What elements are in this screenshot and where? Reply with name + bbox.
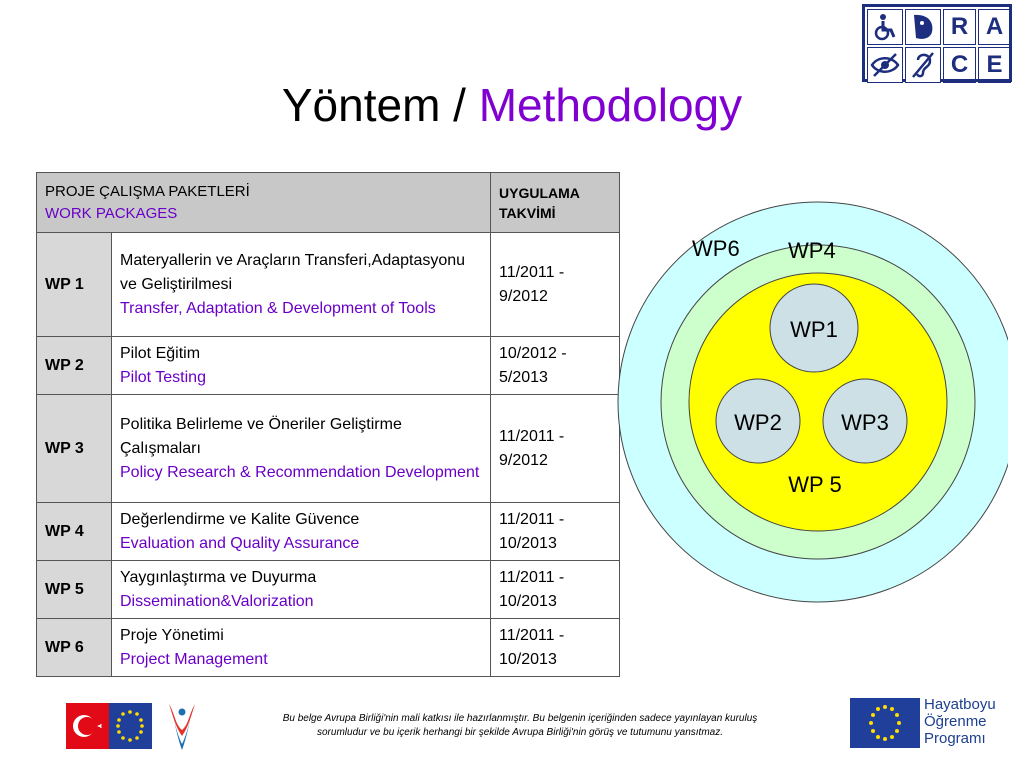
table-row — [37, 503, 620, 561]
page-title — [0, 78, 1024, 132]
row-date: 11/2011 - 10/2013 — [491, 619, 620, 677]
row-tr: Materyallerin ve Araçların Transferi,Adaptasyonu ve Geliştirilmesi — [120, 251, 466, 293]
row-en: Dissemination&Valorization — [120, 592, 314, 610]
row-en: Policy Research & Recommendation Development — [120, 463, 480, 481]
row-description — [112, 619, 491, 677]
race-letter-a: A — [978, 9, 1011, 45]
row-code: WP 2 — [37, 337, 112, 395]
row-tr: Proje Yönetimi — [120, 626, 224, 644]
row-tr: Politika Belirleme ve Öneriler Geliştirme Çalışmaları — [120, 415, 402, 457]
row-description — [112, 337, 491, 395]
row-date: 11/2011 - 10/2013 — [491, 561, 620, 619]
row-description — [112, 503, 491, 561]
label-wp3: WP3 — [841, 410, 889, 435]
program-line-3: Programı — [924, 730, 986, 747]
table-row — [37, 561, 620, 619]
table-row — [37, 619, 620, 677]
header-work-packages — [37, 173, 491, 233]
program-line-2: Öğrenme — [924, 713, 987, 730]
header-en: WORK PACKAGES — [45, 204, 178, 222]
race-letter-r: R — [943, 9, 976, 45]
row-code: WP 6 — [37, 619, 112, 677]
row-description — [112, 233, 491, 337]
disclaimer-line-1: Bu belge Avrupa Birliği'nin mali katkısı ile hazırlanmıştır. Bu belgenin içeriğinden sadece yayınlayan kuruluş — [282, 713, 758, 724]
row-date: 11/2011 - 9/2012 — [491, 395, 620, 503]
header-tr: PROJE ÇALIŞMA PAKETLERİ — [45, 182, 250, 200]
label-wp2: WP2 — [734, 410, 782, 435]
eu-flag-icon — [850, 698, 920, 748]
disclaimer-line-2: sorumludur ve bu içerik herhangi bir şekilde Avrupa Birliği'nin görüş ve tutumunu yansıtmaz. — [317, 727, 723, 738]
row-date: 10/2012 - 5/2013 — [491, 337, 620, 395]
row-date: 11/2011 - 9/2012 — [491, 233, 620, 337]
header-schedule: UYGULAMA TAKVİMİ — [491, 173, 620, 233]
label-wp5: WP 5 — [788, 472, 842, 497]
row-tr: Değerlendirme ve Kalite Güvence — [120, 510, 360, 528]
row-code: WP 1 — [37, 233, 112, 337]
national-agency-logo — [165, 700, 199, 752]
title-tr: Yöntem / — [281, 79, 479, 131]
row-en: Evaluation and Quality Assurance — [120, 534, 360, 552]
race-letter-c: C — [943, 47, 976, 83]
label-wp1: WP1 — [790, 317, 838, 342]
turkey-eu-flag-logo — [66, 703, 152, 749]
label-wp6: WP6 — [692, 236, 740, 261]
table-header-row — [37, 173, 620, 233]
row-en: Pilot Testing — [120, 368, 206, 386]
table-row — [37, 233, 620, 337]
table-row — [37, 337, 620, 395]
row-date: 11/2011 - 10/2013 — [491, 503, 620, 561]
program-line-1: Hayatboyu — [924, 696, 996, 713]
table-row — [37, 395, 620, 503]
label-wp4: WP4 — [788, 238, 836, 263]
race-logo — [862, 4, 1012, 82]
row-en: Project Management — [120, 650, 268, 668]
wheelchair-icon — [867, 9, 903, 45]
lifelong-learning-programme-logo — [924, 696, 996, 747]
row-tr: Pilot Eğitim — [120, 344, 201, 362]
row-code: WP 5 — [37, 561, 112, 619]
work-packages-table — [36, 172, 620, 677]
work-package-diagram — [608, 200, 1008, 632]
race-letter-e: E — [978, 47, 1011, 83]
row-description — [112, 561, 491, 619]
row-code: WP 3 — [37, 395, 112, 503]
row-code: WP 4 — [37, 503, 112, 561]
face-icon — [905, 9, 941, 45]
title-en: Methodology — [478, 79, 743, 131]
row-description — [112, 395, 491, 503]
row-tr: Yaygınlaştırma ve Duyurma — [120, 568, 317, 586]
eu-disclaimer — [240, 712, 800, 740]
row-en: Transfer, Adaptation & Development of Tools — [120, 299, 436, 317]
